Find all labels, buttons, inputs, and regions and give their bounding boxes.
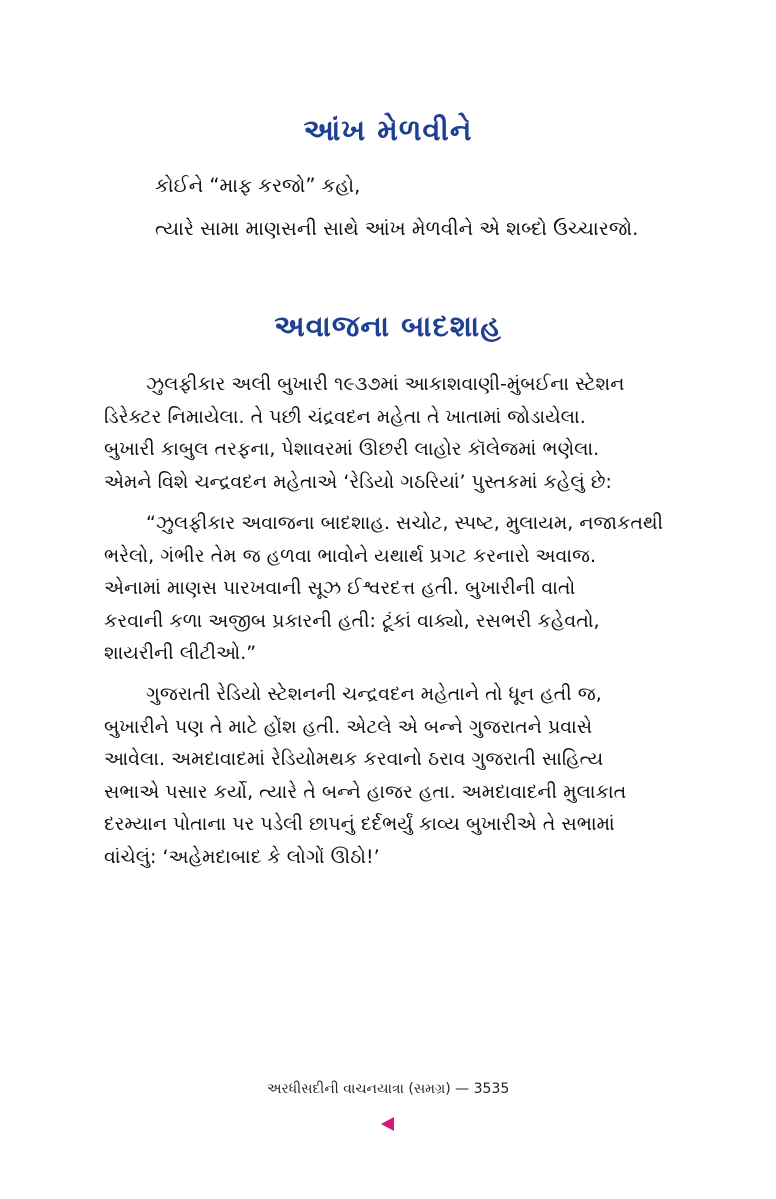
paragraph-line: ગુજરાતી રેડિયો સ્ટેશનની ચન્દ્રવદન મહેતાને તો ધૂન હતી જ, (146, 683, 602, 705)
paragraph-line: ઝુલફીકાર અલી બુખારી ૧૯૩૭માં આકાશવાણી-મુંબઈના સ્ટેશન (146, 373, 625, 395)
paragraph-line: કરવાની કળા અજીબ પ્રકારની હતી: ટૂંકાં વાક્યો, રસભરી કહેવતો, (104, 609, 600, 632)
paragraph-2-quote (104, 507, 670, 670)
paragraph-1 (104, 368, 670, 498)
paragraph-line: એમને વિશે ચન્દ્રવદન મહેતાએ ‘રેડિયો ગઠરિયાં’ પુસ્તકમાં કહેલું છે: (104, 470, 612, 493)
paragraph-line: સભાએ પસાર કર્યો, ત્યારે તે બન્ને હાજર હતા. અમદાવાદની મુલાકાત (104, 780, 627, 803)
paragraph-line: આવેલા. અમદાવાદમાં રેડિયોમથક કરવાનો ઠરાવ ગુજરાતી સાહિત્ય (104, 748, 604, 770)
page-footer: અરધીસદીની વાચનયાત્રા (સમગ્ર) — 3535 (266, 1081, 510, 1097)
paragraph-line: દરમ્યાન પોતાના પર પડેલી છાપનું દર્દભર્યું કાવ્ય બુખારીએ તે સભામાં (104, 813, 615, 835)
paragraph-line: “ઝુલફીકાર અવાજના બાદશાહ. સચોટ, સ્પષ્ટ, મુલાયમ, નજાકતથી (146, 512, 664, 534)
paragraph-line: એનામાં માણસ પારખવાની સૂઝ ઈશ્વરદત્ત હતી. બુખારીની વાતો (104, 577, 576, 599)
triangle-left-icon[interactable] (381, 1117, 394, 1131)
paragraph-line: બુખારી કાબુલ તરફના, પેશાવરમાં ઊછરી લાહોર કૉલેજમાં ભણેલા. (104, 438, 600, 460)
paragraph-line: ડિરેક્ટર નિમાયેલા. તે પછી ચંદ્રવદન મહેતા તે ખાતામાં જોડાયેલા. (104, 405, 586, 428)
section-title-avajna-badshah: અવાજના બાદશાહ (274, 309, 502, 343)
section-title-ankh-melvine: આંખ મેળવીને (303, 113, 473, 147)
poem-line-2: ત્યારે સામા માણસની સાથે આંખ મેળવીને એ શબ્દો ઉચ્ચારજો. (155, 217, 639, 240)
paragraph-line: બુખારીને પણ તે માટે હોંશ હતી. એટલે એ બન્ને ગુજરાતને પ્રવાસે (104, 715, 593, 738)
poem-line-1: કોઈને “માફ કરજો” કહો, (155, 174, 361, 197)
paragraph-line: શાયરીની લીટીઓ.” (104, 642, 257, 664)
paragraph-line: ભરેલો, ગંભીર તેમ જ હળવા ભાવોને યથાર્થ પ્રગટ કરનારો અવાજ. (104, 544, 597, 567)
paragraph-3 (104, 678, 670, 873)
paragraph-line: વાંચેલું: ‘અહેમદાબાદ કે લોગોં ઊઠો!’ (104, 845, 380, 868)
